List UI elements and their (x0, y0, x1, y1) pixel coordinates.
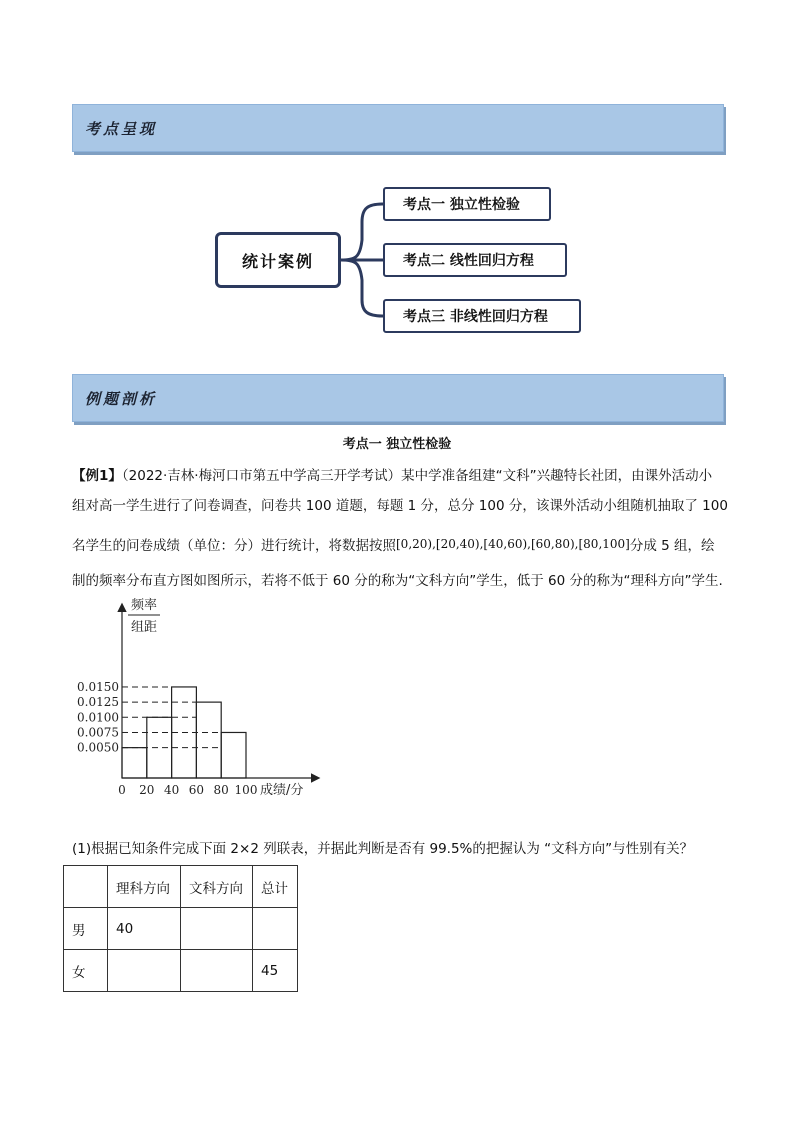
problem-text-1: （2022·吉林·梅河口市第五中学高三开学考试）某中学准备组建“文科”兴趣特长社团，由课外活动小 (121, 468, 713, 484)
problem-text-3c: 分成 5 组，绘 (629, 538, 715, 554)
table-header-cell: 文科方向 (181, 866, 253, 908)
y-tick-label: 0.0100 (77, 710, 119, 725)
x-tick-label: 40 (163, 783, 180, 797)
section-title-overview: 考点呈现 (85, 120, 158, 138)
x-axis-label: 成绩/分 (260, 783, 304, 798)
y-axis-label-bottom: 组距 (130, 620, 158, 635)
table-cell: 女 (64, 950, 108, 992)
y-axis-label-top: 频率 (130, 598, 158, 613)
table-cell: 男 (64, 908, 108, 950)
question-1: (1)根据已知条件完成下面 2×2 列联表，并据此判断是否有 99.5%的把握认为 “文科方向”与性别有关？ (72, 841, 694, 857)
mindmap-node-3: 考点三 非线性回归方程 (383, 299, 581, 333)
interval-list: [0,20),[20,40),[40,60),[60,80),[80,100] (396, 537, 630, 551)
problem-line-4: 制的频率分布直方图如图所示，若将不低于 60 分的称为“文科方向”学生，低于 60 分的称为“理科方向”学生. (72, 573, 723, 589)
table-header-row (64, 866, 298, 908)
problem-text-3a: 名学生的问卷成绩（单位：分）进行统计，将数据按照 (72, 538, 396, 554)
y-tick-label: 0.0075 (77, 725, 119, 740)
x-tick-label: 60 (188, 783, 205, 797)
mindmap-node-1: 考点一 独立性检验 (383, 187, 551, 221)
x-tick-label: 80 (213, 783, 229, 797)
y-tick-label: 0.0125 (77, 695, 119, 710)
contingency-table (63, 865, 298, 992)
y-tick-label: 0.0150 (77, 679, 119, 694)
table-cell (253, 908, 298, 950)
table-header-cell (64, 866, 108, 908)
histogram-bar (221, 732, 246, 778)
mindmap-root: 统计案例 (215, 232, 341, 288)
x-tick-label: 0 (118, 783, 126, 797)
mindmap-node-2: 考点二 线性回归方程 (383, 243, 567, 277)
table-cell: 40 (108, 908, 181, 950)
histogram-bar (122, 748, 147, 778)
table-cell (181, 908, 253, 950)
table-cell: 45 (253, 950, 298, 992)
table-cell (108, 950, 181, 992)
example-label: 【例1】 (72, 468, 122, 484)
table-header-cell: 总计 (253, 866, 298, 908)
table-row (64, 908, 298, 950)
table-header-cell: 理科方向 (108, 866, 181, 908)
x-tick-label: 20 (139, 783, 155, 797)
x-tick-label: 100 (234, 783, 258, 797)
y-tick-label: 0.0050 (77, 740, 119, 755)
table-cell (181, 950, 253, 992)
problem-line-2: 组对高一学生进行了问卷调查，问卷共 100 道题，每题 1 分，总分 100 分，该课外活动小组随机抽取了 100 (72, 498, 728, 514)
section-title-examples: 例题剖析 (85, 390, 158, 408)
topic-heading: 考点一 独立性检验 (342, 437, 452, 452)
histogram-bar (196, 702, 221, 778)
table-row (64, 950, 298, 992)
